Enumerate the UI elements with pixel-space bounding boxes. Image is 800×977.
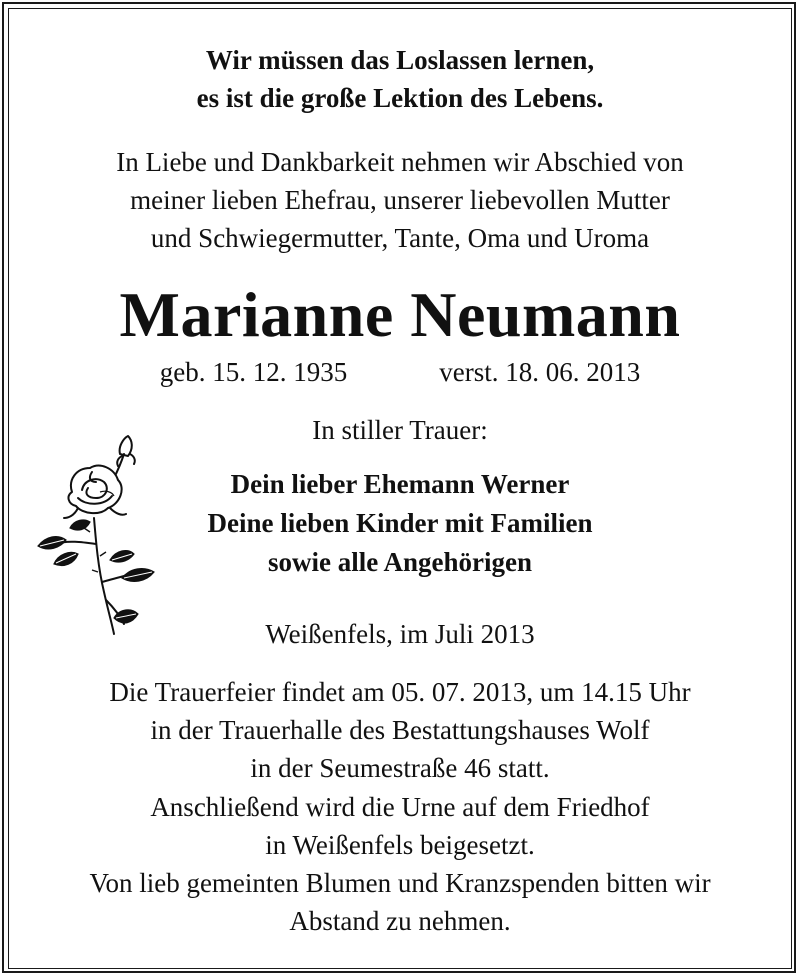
- birth-date: geb. 15. 12. 1935: [159, 357, 348, 387]
- place-date: Weißenfels, im Juli 2013: [265, 619, 535, 649]
- ceremony-line-5: in Weißenfels beigesetzt.: [265, 830, 535, 860]
- intro-line-2: meiner lieben Ehefrau, unserer liebevollen Mutter: [130, 185, 670, 215]
- ceremony-line-1: Die Trauerfeier findet am 05. 07. 2013, um 14.15 Uhr: [109, 677, 691, 707]
- ceremony-line-3: in der Seumestraße 46 statt.: [250, 753, 550, 783]
- death-date: verst. 18. 06. 2013: [439, 357, 641, 387]
- ceremony-line-2: in der Trauerhalle des Bestattungshauses Wolf: [150, 715, 650, 745]
- life-dates: [0, 358, 800, 388]
- intro-line-1: In Liebe und Dankbarkeit nehmen wir Abschied von: [116, 147, 684, 177]
- motto-line-1: Wir müssen das Loslassen lernen,: [205, 45, 595, 75]
- ceremony-line-6: Von lieb gemeinten Blumen und Kranzspenden bitten wir: [89, 868, 711, 898]
- mourner-line-2: Deine lieben Kinder mit Familien: [207, 508, 593, 538]
- ceremony-line-4: Anschließend wird die Urne auf dem Friedhof: [150, 792, 650, 822]
- deceased-name: Marianne Neumann: [119, 279, 681, 350]
- rose-icon: [34, 432, 158, 638]
- intro-line-3: und Schwiegermutter, Tante, Oma und Uroma: [150, 223, 650, 253]
- motto-line-2: es ist die große Lektion des Lebens.: [196, 83, 604, 113]
- mourner-line-1: Dein lieber Ehemann Werner: [230, 469, 570, 499]
- mourning-heading: In stiller Trauer:: [312, 415, 488, 445]
- ceremony-line-7: Abstand zu nehmen.: [289, 906, 511, 936]
- mourner-line-3: sowie alle Angehörigen: [268, 547, 532, 577]
